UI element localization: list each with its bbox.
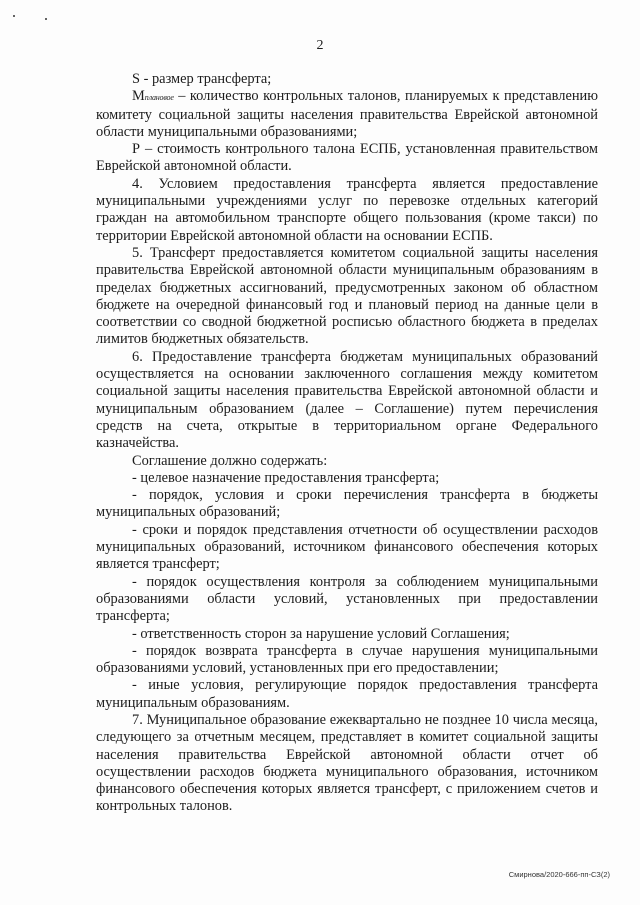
document-body: [96, 71, 598, 816]
document-footer-code: Смирнова/2020-666-пп-СЗ(2): [508, 870, 610, 879]
paragraph-4: 4. Условием предоставления трансферта является предоставление муниципальными учреждениями услуг по перевозке отдельных категорий граждан на автомобильном транспорте общего пользования (кроме такси) по территории Еврейской автономной области на основании ЕСПБ.: [96, 175, 598, 244]
agreement-item: - порядок возврата трансферта в случае нарушения муниципальными образованиями условий, установленных при его предоставлении;: [96, 642, 598, 677]
paragraph-5: 5. Трансферт предоставляется комитетом социальной защиты населения правительства Еврейской автономной области муниципальным образованиям в пределах бюджетных ассигнований, предусмотренных законом об областном бюджете на очередной финансовый год и плановый период на данные цели в соответствии со сводной бюджетной росписью областного бюджета в пределах лимитов бюджетных обязательств.: [96, 244, 598, 348]
agreement-item: - целевое назначение предоставления трансферта;: [132, 469, 440, 486]
page-number: 2: [316, 38, 324, 53]
agreement-item: - ответственность сторон за нарушение условий Соглашения;: [132, 625, 510, 642]
agreement-intro: Соглашение должно содержать:: [132, 452, 328, 469]
definition-m-subscript: плановое: [144, 93, 174, 103]
definition-m: [96, 88, 598, 141]
scan-speck: [13, 15, 15, 17]
agreement-item: - порядок осуществления контроля за соблюдением муниципальными образованиями области условий, установленных при предоставлении трансферта;: [96, 573, 598, 625]
definition-m-letter: М: [132, 88, 145, 105]
definition-p: Р – стоимость контрольного талона ЕСПБ, установленная правительством Еврейской автономной области.: [96, 141, 598, 175]
scan-speck: [45, 18, 47, 20]
paragraph-7: 7. Муниципальное образование ежеквартально не позднее 10 числа месяца, следующего за отчетным месяцем, представляет в комитет социальной защиты населения правительства Еврейской автономной области отчет об осуществлении расходов бюджета муниципального образования, источником финансового обеспечения которых является трансферт, с приложением счетов и контрольных талонов.: [96, 711, 598, 815]
agreement-item: - сроки и порядок представления отчетности об осуществлении расходов муниципальных образований, источником финансового обеспечения которых является трансферт;: [96, 521, 598, 573]
definition-m-text: – количество контрольных талонов, планируемых к представлению комитету социальной защиты населения правительства Еврейской автономной области муниципальными образованиями;: [96, 88, 598, 140]
paragraph-6: 6. Предоставление трансферта бюджетам муниципальных образований осуществляется на основании заключенного соглашения между комитетом социальной защиты населения правительства Еврейской автономной области и муниципальным образованием (далее – Соглашение) путем перечисления средств на счета, открытые в территориальном органе Федерального казначейства.: [96, 348, 598, 452]
agreement-item: - иные условия, регулирующие порядок предоставления трансферта муниципальным образованиям.: [96, 677, 598, 711]
definition-s: S - размер трансферта;: [132, 71, 272, 87]
agreement-item: - порядок, условия и сроки перечисления трансферта в бюджеты муниципальных образований;: [96, 487, 598, 521]
